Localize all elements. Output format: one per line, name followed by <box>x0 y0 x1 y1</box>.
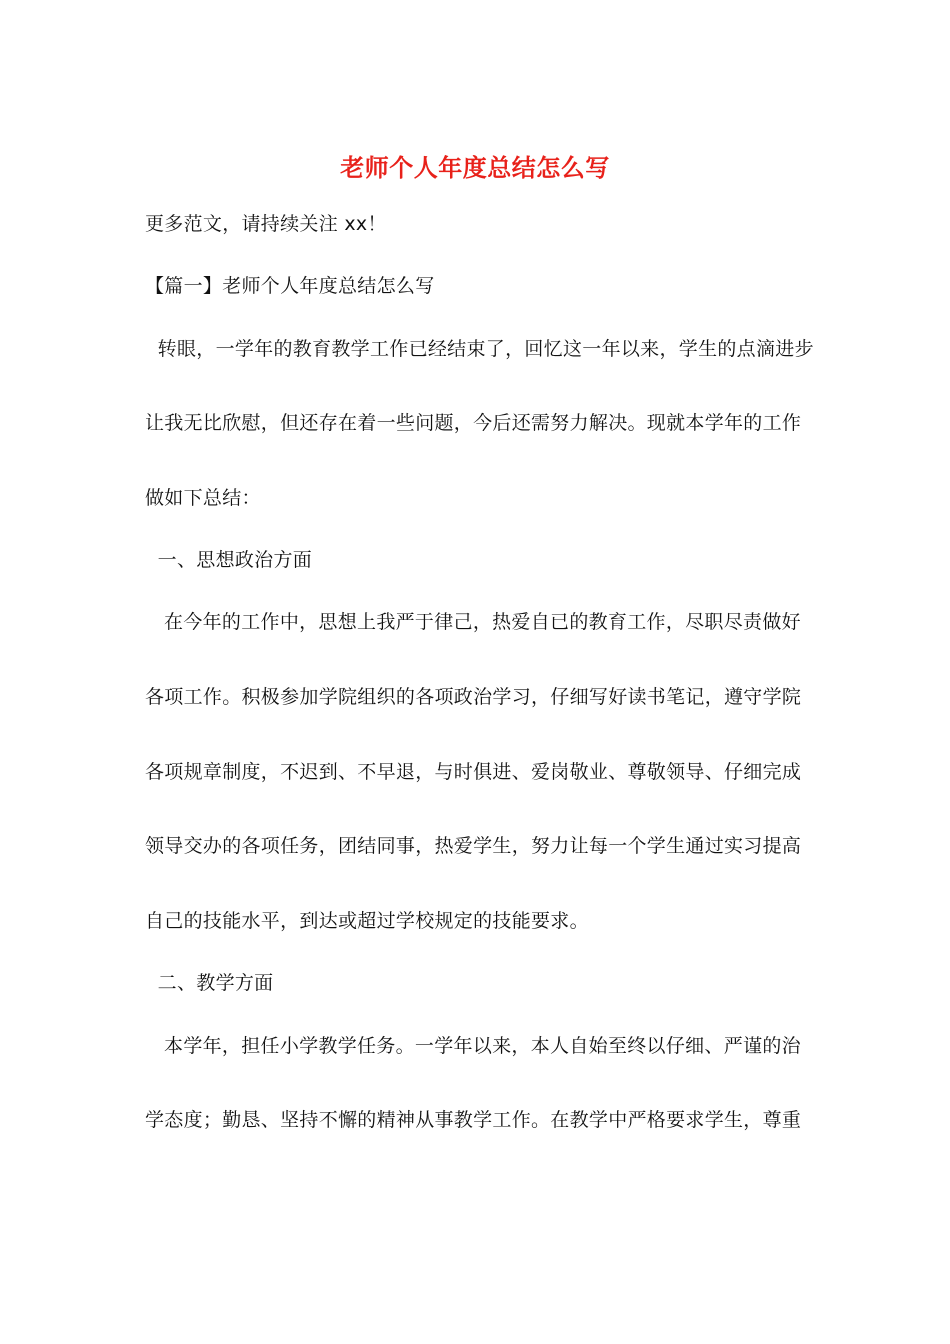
paragraph-line: 自己的技能水平，到达或超过学校规定的技能要求。 <box>145 910 589 932</box>
section-heading-part-one: 【篇一】老师个人年度总结怎么写 <box>145 275 435 297</box>
intro-note: 更多范文，请持续关注 xx！ <box>145 213 387 235</box>
paragraph-line: 让我无比欣慰，但还存在着一些问题，今后还需努力解决。现就本学年的工作 <box>145 412 802 434</box>
paragraph-line: 做如下总结： <box>145 487 261 509</box>
paragraph-line: 转眼，一学年的教育教学工作已经结束了，回忆这一年以来，学生的点滴进步 <box>145 338 814 360</box>
document-title: 老师个人年度总结怎么写 <box>340 153 610 182</box>
paragraph-line: 本学年，担任小学教学任务。一学年以来，本人自始至终以仔细、严谨的治 <box>145 1035 801 1057</box>
paragraph-line: 各项工作。积极参加学院组织的各项政治学习，仔细写好读书笔记，遵守学院 <box>145 686 802 708</box>
paragraph-line: 各项规章制度，不迟到、不早退，与时俱进、爱岗敬业、尊敬领导、仔细完成 <box>145 761 802 783</box>
paragraph-line: 在今年的工作中，思想上我严于律己，热爱自已的教育工作，尽职尽责做好 <box>145 611 801 633</box>
paragraph-line: 领导交办的各项任务，团结同事，热爱学生，努力让每一个学生通过实习提高 <box>145 835 802 857</box>
subheading-teaching: 二、教学方面 <box>145 972 274 994</box>
subheading-politics: 一、思想政治方面 <box>145 549 313 571</box>
paragraph-line: 学态度；勤恳、坚持不懈的精神从事教学工作。在教学中严格要求学生，尊重 <box>145 1109 802 1131</box>
